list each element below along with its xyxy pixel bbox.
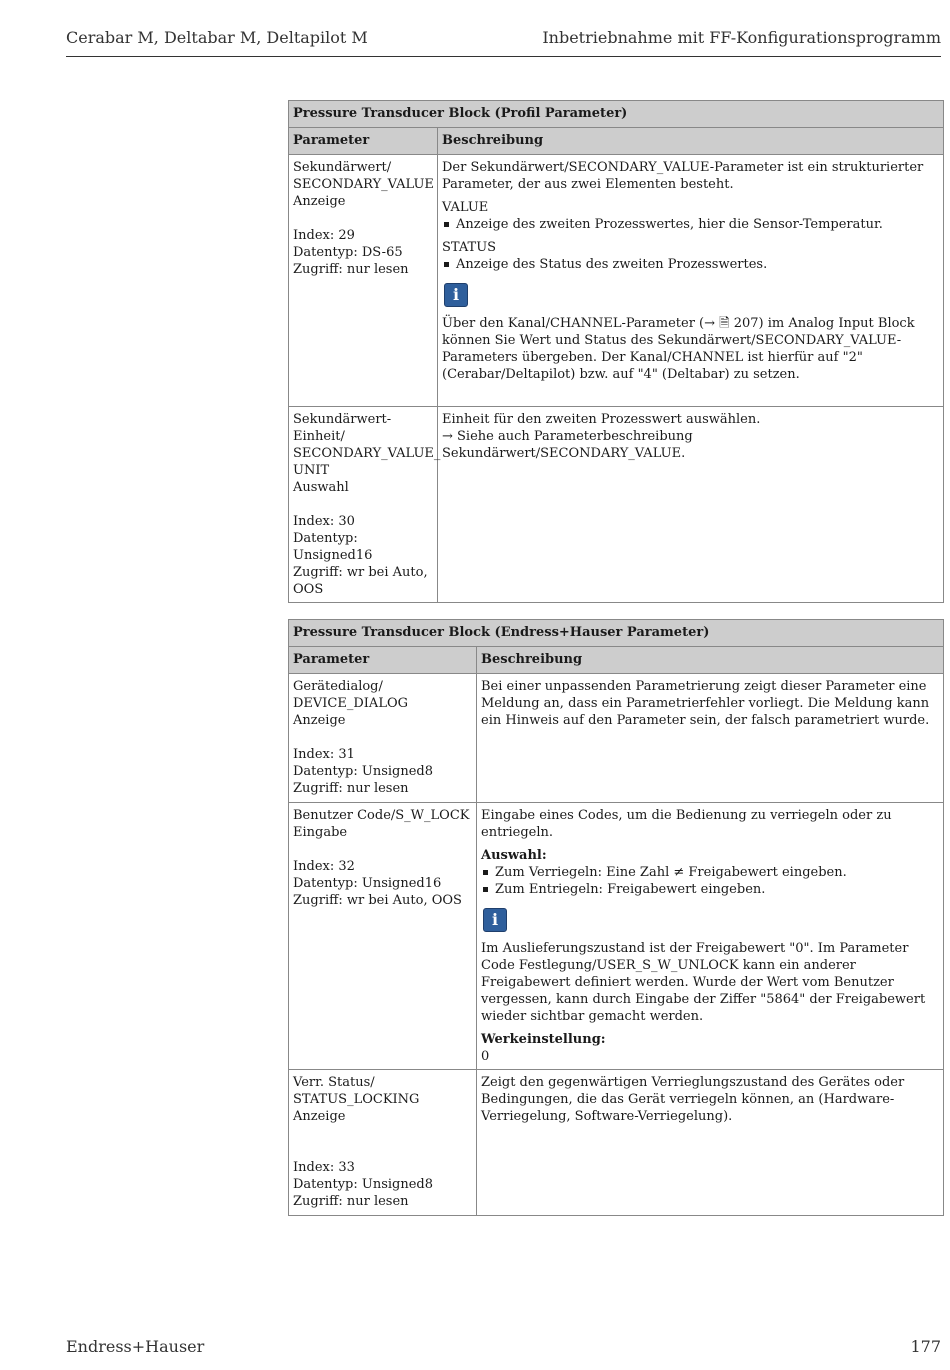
table-row xyxy=(289,1070,944,1216)
subheading-default: Werkeinstellung: xyxy=(481,1032,606,1047)
subheading-status: STATUS xyxy=(442,240,497,255)
table-row xyxy=(289,674,944,803)
note-text: Im Auslieferungszustand ist der Freigabewert "0". Im Parameter Code Festlegung/USER_S_W_UNLOCK kann ein anderer Freigabewert definiert werden. Wurde der Wert vom Benutzer vergessen, kann durch Eingabe der Ziffer "5864" der Freigabewert wieder sichtbar gemacht werden. xyxy=(481,941,926,1024)
param-index: Index: 29 xyxy=(293,228,355,243)
subheading-value: VALUE xyxy=(442,200,489,215)
param-access: Zugriff: wr bei Auto, OOS xyxy=(293,893,462,908)
footer-brand: Endress+Hauser xyxy=(66,1337,205,1356)
header-product: Cerabar M, Deltabar M, Deltapilot M xyxy=(66,28,368,47)
param-name: SECONDARY_VALUE_ xyxy=(293,446,441,461)
param-name: DEVICE_DIALOG xyxy=(293,696,408,711)
param-name: Benutzer Code/S_W_LOCK xyxy=(293,808,470,823)
bullet-list xyxy=(442,256,939,273)
param-mode: Anzeige xyxy=(293,713,346,728)
description-cell xyxy=(438,407,944,603)
table-profil-parameter xyxy=(288,100,944,603)
description-text: Der Sekundärwert/SECONDARY_VALUE-Parameter ist ein strukturierter Parameter, der aus zwei Elementen besteht. xyxy=(442,160,924,192)
param-name: Verr. Status/ xyxy=(293,1075,375,1090)
subheading-choice: Auswahl: xyxy=(481,848,547,863)
param-name: SECONDARY_VALUE xyxy=(293,177,434,192)
default-value: 0 xyxy=(481,1049,490,1064)
table-row xyxy=(289,155,944,407)
param-access: Zugriff: nur lesen xyxy=(293,1194,409,1209)
bullet-list xyxy=(481,864,939,898)
parameter-cell xyxy=(289,155,438,407)
param-access: Zugriff: nur lesen xyxy=(293,262,409,277)
description-text: Zeigt den gegenwärtigen Verrieglungszustand des Gerätes oder Bedingungen, die das Gerät verriegeln können, an (Hardware-Verriegelung, Software-Verriegelung). xyxy=(481,1075,905,1124)
param-datatype: Datentyp: DS-65 xyxy=(293,245,403,260)
table-row xyxy=(289,803,944,1070)
param-index: Index: 32 xyxy=(293,859,355,874)
param-datatype: Datentyp: Unsigned8 xyxy=(293,764,434,779)
table-title: Pressure Transducer Block (Profil Parameter) xyxy=(289,101,944,128)
param-name: Sekundärwert-Einheit/ xyxy=(293,412,392,444)
param-datatype: Datentyp: Unsigned16 xyxy=(293,876,442,891)
note-text: Über den Kanal/CHANNEL-Parameter (→ 🗎 207) im Analog Input Block können Sie Wert und Status des Sekundärwert/SECONDARY_VALUE-Parameters übergeben. Der Kanal/CHANNEL ist hierfür auf "2" (Cerabar/Deltapilot) bzw. auf "4" (Deltabar) zu setzen. xyxy=(442,316,915,382)
column-header-description: Beschreibung xyxy=(438,128,944,155)
parameter-cell xyxy=(289,674,477,803)
header-rule xyxy=(66,56,941,57)
param-mode: Auswahl xyxy=(293,480,349,495)
description-text: Bei einer unpassenden Parametrierung zeigt dieser Parameter eine Meldung an, dass ein Parametrierfehler vorliegt. Die Meldung kann ein Hinweis auf den Parameter sein, der falsch parametriert wurde. xyxy=(481,679,930,728)
table-title: Pressure Transducer Block (Endress+Hauser Parameter) xyxy=(289,620,944,647)
description-cell xyxy=(477,674,944,803)
param-name: Gerätedialog/ xyxy=(293,679,383,694)
info-icon: i xyxy=(483,908,507,932)
parameter-cell xyxy=(289,803,477,1070)
table-endress-hauser-parameter xyxy=(288,619,944,1216)
description-cell xyxy=(438,155,944,407)
param-access: Zugriff: nur lesen xyxy=(293,781,409,796)
description-text: Einheit für den zweiten Prozesswert auswählen. xyxy=(442,412,761,427)
list-item: Anzeige des Status des zweiten Prozesswertes. xyxy=(442,256,939,273)
param-access: OOS xyxy=(293,582,324,597)
param-name: STATUS_LOCKING xyxy=(293,1092,420,1107)
list-item: Zum Entriegeln: Freigabewert eingeben. xyxy=(481,881,939,898)
description-cell xyxy=(477,1070,944,1216)
parameter-cell xyxy=(289,1070,477,1216)
list-item: Zum Verriegeln: Eine Zahl ≠ Freigabewert eingeben. xyxy=(481,864,939,881)
param-index: Index: 30 xyxy=(293,514,355,529)
param-name: UNIT xyxy=(293,463,330,478)
column-header-description: Beschreibung xyxy=(477,647,944,674)
table-row xyxy=(289,407,944,603)
column-header-parameter: Parameter xyxy=(289,128,438,155)
cross-reference: → Siehe auch Parameterbeschreibung Sekundärwert/SECONDARY_VALUE. xyxy=(442,429,693,461)
param-index: Index: 31 xyxy=(293,747,355,762)
bullet-list xyxy=(442,216,939,233)
description-text: Eingabe eines Codes, um die Bedienung zu verriegeln oder zu entriegeln. xyxy=(481,808,892,840)
param-mode: Anzeige xyxy=(293,194,346,209)
parameter-cell xyxy=(289,407,441,603)
info-icon: i xyxy=(444,283,468,307)
param-index: Index: 33 xyxy=(293,1160,355,1175)
page-number: 177 xyxy=(910,1337,941,1356)
header-chapter: Inbetriebnahme mit FF-Konfigurationsprogramm xyxy=(542,28,941,47)
column-header-parameter: Parameter xyxy=(289,647,477,674)
param-datatype: Datentyp: Unsigned8 xyxy=(293,1177,434,1192)
param-datatype: Datentyp: Unsigned16 xyxy=(293,531,373,563)
description-cell xyxy=(477,803,944,1070)
param-access: Zugriff: wr bei Auto, xyxy=(293,565,428,580)
param-mode: Eingabe xyxy=(293,825,348,840)
param-mode: Anzeige xyxy=(293,1109,346,1124)
list-item: Anzeige des zweiten Prozesswertes, hier die Sensor-Temperatur. xyxy=(442,216,939,233)
param-name: Sekundärwert/ xyxy=(293,160,392,175)
